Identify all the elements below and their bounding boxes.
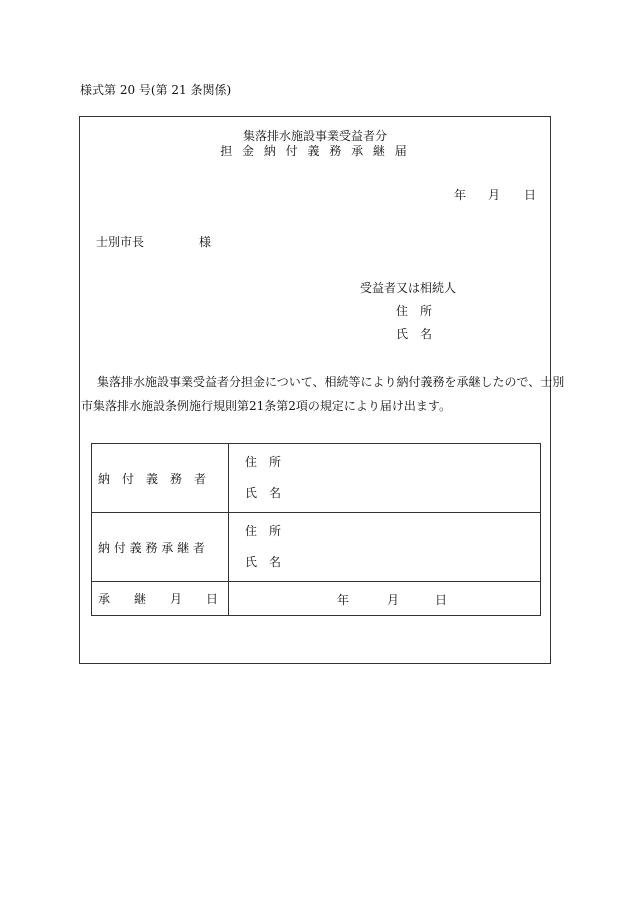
form-title-line1: 集落排水施設事業受益者分: [242, 129, 387, 143]
successor-address-label: 住 所: [245, 524, 282, 538]
applicant-address-label: 住 所: [396, 304, 433, 318]
succession-year-label: 年: [337, 593, 350, 607]
obligor-row: [92, 444, 541, 513]
obligor-name-label: 氏 名: [245, 486, 282, 500]
succession-date-row: [92, 582, 541, 616]
applicant-name-label: 氏 名: [396, 327, 433, 341]
date-month-label: 月: [488, 188, 501, 202]
date-day-label: 日: [524, 188, 537, 202]
body-text-line2: 市集落排水施設条例施行規則第21条第2項の規定により届け出ます。: [81, 399, 451, 413]
date-year-label: 年: [454, 188, 467, 202]
form-number-label: 様式第 20 号(第 21 条関係): [80, 83, 232, 97]
successor-label: 納 付 義 務 承 継 者: [92, 513, 229, 582]
applicant-label: 受益者又は相続人: [360, 281, 457, 295]
successor-row: [92, 513, 541, 582]
addressee-name: 士別市長: [96, 235, 145, 249]
obligation-table: [91, 443, 541, 616]
obligor-fields[interactable]: [229, 444, 541, 513]
succession-date-field[interactable]: [229, 582, 541, 616]
addressee-honorific: 様: [199, 235, 212, 249]
succession-date-label: 承 継 月 日: [92, 582, 229, 616]
successor-fields[interactable]: [229, 513, 541, 582]
successor-name-label: 氏 名: [245, 555, 282, 569]
obligor-label: 納 付 義 務 者: [92, 444, 229, 513]
succession-day-label: 日: [435, 593, 448, 607]
form-title-line2: 担 金 納 付 義 務 承 継 届: [220, 144, 410, 158]
succession-month-label: 月: [387, 593, 400, 607]
body-text-line1: 集落排水施設事業受益者分担金について、相続等により納付義務を承継したので、士別: [97, 375, 565, 389]
obligor-address-label: 住 所: [245, 455, 282, 469]
